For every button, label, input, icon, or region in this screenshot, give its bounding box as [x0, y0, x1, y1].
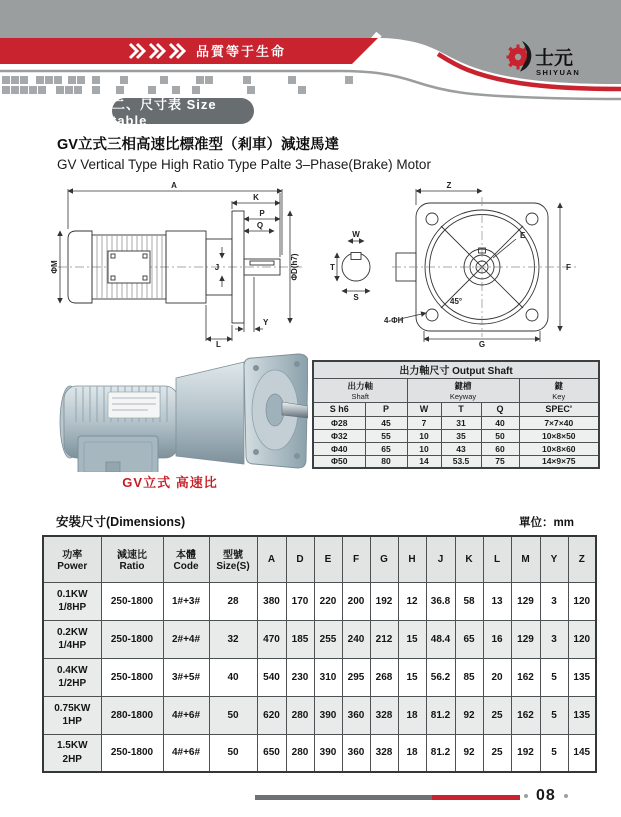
- header-label-en: Code: [173, 561, 199, 573]
- dims-table-header-letter: K: [455, 536, 483, 582]
- power-kw: 0.1KW: [56, 588, 88, 600]
- svg-text:G: G: [478, 340, 486, 349]
- dims-table-cell: 192: [511, 734, 540, 772]
- shaft-table-cell: 31: [441, 416, 481, 429]
- dims-table-cell: 380: [257, 582, 286, 620]
- dims-table-cell: 129: [511, 620, 540, 658]
- dims-table-cell: 56.2: [426, 658, 455, 696]
- shaft-table-row: [313, 455, 599, 468]
- dims-table-cell: 12: [398, 582, 426, 620]
- dims-table-cell: 36.8: [426, 582, 455, 620]
- page-number-value: 08: [536, 787, 556, 804]
- pixel-square: [148, 86, 156, 94]
- dims-table-cell-size: 28: [209, 582, 257, 620]
- pixel-square: [54, 76, 62, 84]
- shaft-table-column-header: S h6: [313, 402, 365, 416]
- drawing-front-view: [330, 181, 576, 349]
- dims-table-cell: 200: [342, 582, 370, 620]
- pixel-square: [192, 86, 200, 94]
- output-shaft-table: [312, 360, 600, 469]
- power-hp: 1/8HP: [58, 602, 87, 613]
- header-banner: [0, 0, 621, 130]
- pixel-square: [11, 86, 19, 94]
- svg-text:ΦM: ΦM: [50, 260, 59, 274]
- dims-table-header-letter: H: [398, 536, 426, 582]
- dims-table-cell: 13: [483, 582, 511, 620]
- shaft-table-row: [313, 442, 599, 455]
- dims-table-row: [43, 696, 596, 734]
- dims-table-cell-code: 4#+6#: [163, 696, 209, 734]
- brand-slogan: 品質等于生命: [196, 44, 287, 59]
- shaft-table-cell: 10: [407, 442, 441, 455]
- dims-table-header-letter: G: [370, 536, 398, 582]
- shaft-table-title: 出力軸尺寸 Output Shaft: [313, 361, 599, 378]
- dims-table-header-letter: Z: [568, 536, 596, 582]
- pixel-square: [2, 86, 10, 94]
- gearbox: [176, 362, 244, 464]
- pixel-square: [288, 76, 296, 84]
- pixel-square: [20, 86, 28, 94]
- svg-text:Z: Z: [446, 181, 452, 190]
- dims-table-cell: 162: [511, 658, 540, 696]
- pixel-square: [298, 86, 306, 94]
- dimensions-label: 安裝尺寸(Dimensions): [56, 515, 186, 529]
- dims-table-cell: 540: [257, 658, 286, 696]
- shaft-table-cell: 65: [365, 442, 407, 455]
- header-label-en: Ratio: [119, 561, 145, 573]
- dims-table-cell-size: 40: [209, 658, 257, 696]
- dims-table-cell: 255: [314, 620, 342, 658]
- group-label-zh: 鍵: [554, 380, 564, 391]
- dims-table-row: [43, 620, 596, 658]
- svg-text:J: J: [214, 263, 220, 272]
- pixel-squares-pattern: [2, 76, 353, 94]
- cable-gland: [106, 462, 120, 472]
- shaft-table-cell: 43: [441, 442, 481, 455]
- shaft-table-cell: Φ32: [313, 429, 365, 442]
- slogan-ribbon: [0, 38, 378, 64]
- dims-table-header-letter: D: [286, 536, 314, 582]
- svg-text:4-ΦH: 4-ΦH: [384, 316, 404, 325]
- dims-table-cell: 310: [314, 658, 342, 696]
- power-hp: 1/2HP: [58, 678, 87, 689]
- dims-table-cell: 192: [370, 582, 398, 620]
- dims-table-cell: 92: [455, 734, 483, 772]
- dims-table-cell: 328: [370, 696, 398, 734]
- shaft-table-cell: 10×8×50: [519, 429, 599, 442]
- technical-drawings: [50, 181, 605, 349]
- page-number-dot-left: [524, 794, 528, 798]
- shaft-table-cell: 14×9×75: [519, 455, 599, 468]
- dims-table-cell-ratio: 250-1800: [101, 658, 163, 696]
- svg-text:T: T: [330, 263, 335, 272]
- dims-table-cell: 92: [455, 696, 483, 734]
- power-hp: 1HP: [62, 716, 82, 727]
- pixel-square: [205, 76, 213, 84]
- shaft-table-cell: 80: [365, 455, 407, 468]
- section-badge: 二、尺寸表 Size table: [112, 98, 254, 124]
- dims-table-row: [43, 658, 596, 696]
- footer-gray-bar: [255, 795, 432, 800]
- pixel-square: [120, 76, 128, 84]
- group-label-en: Key: [552, 391, 566, 401]
- dims-table-cell: 135: [568, 658, 596, 696]
- dims-table-cell: 20: [483, 658, 511, 696]
- dims-table-cell: 120: [568, 620, 596, 658]
- dims-table-cell: 650: [257, 734, 286, 772]
- dims-table-row-label: [43, 620, 101, 658]
- dims-table-cell: 240: [342, 620, 370, 658]
- dims-table-cell: 390: [314, 696, 342, 734]
- svg-text:E: E: [520, 231, 526, 240]
- dims-table-cell: 58: [455, 582, 483, 620]
- shaft-table-cell: 10: [407, 429, 441, 442]
- pixel-square: [77, 76, 85, 84]
- shaft-table-cell: 53.5: [441, 455, 481, 468]
- pixel-square: [2, 76, 10, 84]
- pixel-square: [36, 76, 44, 84]
- shaft-table-cell: 14: [407, 455, 441, 468]
- dims-table-row-label: [43, 582, 101, 620]
- dims-table-cell: 5: [540, 658, 568, 696]
- pixel-square: [68, 76, 76, 84]
- power-hp: 2HP: [62, 753, 82, 765]
- dimensions-table: [42, 535, 597, 773]
- drawing-side-view: [50, 181, 302, 349]
- dims-table-row: [43, 582, 596, 620]
- dims-table-cell: 620: [257, 696, 286, 734]
- header-label-zh: 型號: [223, 550, 243, 562]
- dims-table-cell: 129: [511, 582, 540, 620]
- pixel-square: [20, 76, 28, 84]
- shaft-table-row: [313, 429, 599, 442]
- dims-table-cell-ratio: 250-1800: [101, 620, 163, 658]
- dims-table-cell-code: 2#+4#: [163, 620, 209, 658]
- shaft-table-cell: 50: [481, 429, 519, 442]
- svg-text:45°: 45°: [450, 297, 463, 306]
- dims-table-cell-code: 1#+3#: [163, 582, 209, 620]
- product-caption: GV立式 高速比: [122, 475, 218, 490]
- dims-table-cell: 360: [342, 734, 370, 772]
- power-kw: 0.4KW: [56, 664, 88, 676]
- dims-table-cell: 135: [568, 696, 596, 734]
- pixel-square: [65, 86, 73, 94]
- power-hp: 1/4HP: [58, 640, 87, 651]
- shaft-table-group: [313, 378, 407, 402]
- dims-table-cell: 185: [286, 620, 314, 658]
- dims-table-cell: 3: [540, 620, 568, 658]
- shaft-table-cell: 40: [481, 416, 519, 429]
- dims-table-cell: 220: [314, 582, 342, 620]
- group-label-en: Shaft: [351, 391, 369, 401]
- shaft-table-group: [407, 378, 519, 402]
- dims-table-cell: 15: [398, 620, 426, 658]
- header-label-zh: 功率: [62, 550, 83, 562]
- svg-text:Y: Y: [263, 318, 269, 327]
- logo-text: 士元: [535, 48, 574, 69]
- dims-table-row: [43, 734, 596, 772]
- pixel-square: [11, 76, 19, 84]
- pixel-square: [247, 86, 255, 94]
- product-photo: [56, 352, 308, 472]
- dims-table-header: [163, 536, 209, 582]
- header-label-en: Size(S): [216, 561, 250, 573]
- dims-table-cell: 268: [370, 658, 398, 696]
- dims-table-cell: 360: [342, 696, 370, 734]
- power-kw: 0.2KW: [56, 626, 88, 638]
- dims-table-header: [209, 536, 257, 582]
- header-label-zh: 本體: [176, 550, 196, 562]
- svg-text:W: W: [352, 230, 360, 239]
- dims-table-cell-code: 3#+5#: [163, 658, 209, 696]
- svg-text:L: L: [216, 340, 221, 349]
- dims-table-cell: 5: [540, 734, 568, 772]
- dims-table-header-letter: F: [342, 536, 370, 582]
- dims-table-row-label: [43, 696, 101, 734]
- pixel-square: [92, 76, 100, 84]
- dims-table-cell-ratio: 250-1800: [101, 734, 163, 772]
- dims-table-cell: 230: [286, 658, 314, 696]
- group-label-en: Keyway: [449, 391, 477, 401]
- logo-subtext: SHIYUAN: [536, 68, 581, 77]
- shaft-table-column-header: T: [441, 402, 481, 416]
- pixel-square: [172, 86, 180, 94]
- dims-table-cell: 328: [370, 734, 398, 772]
- dims-table-cell: 390: [314, 734, 342, 772]
- shaft-table-cell: 60: [481, 442, 519, 455]
- dims-table-cell: 470: [257, 620, 286, 658]
- dims-table-header-letter: E: [314, 536, 342, 582]
- dims-table-header: [43, 536, 101, 582]
- dims-table-cell: 25: [483, 696, 511, 734]
- footer-red-bar: [432, 795, 520, 800]
- shaft-table-row: [313, 416, 599, 429]
- shaft-table-column-header: Q: [481, 402, 519, 416]
- pixel-square: [56, 86, 64, 94]
- dims-table-header-letter: L: [483, 536, 511, 582]
- dims-table-cell: 5: [540, 696, 568, 734]
- nameplate-sticker: [108, 392, 160, 418]
- group-label-zh: 出力軸: [347, 380, 373, 391]
- shaft-table-column-header: W: [407, 402, 441, 416]
- svg-text:ΦD(h7): ΦD(h7): [290, 253, 299, 281]
- dims-table-cell-size: 50: [209, 696, 257, 734]
- pixel-square: [345, 76, 353, 84]
- shaft-table-cell: Φ50: [313, 455, 365, 468]
- pixel-square: [116, 86, 124, 94]
- dims-table-cell: 3: [540, 582, 568, 620]
- shaft-table-cell: Φ28: [313, 416, 365, 429]
- page-number: [524, 787, 568, 805]
- pixel-square: [196, 76, 204, 84]
- pixel-square: [45, 76, 53, 84]
- shaft-table-cell: 10×8×60: [519, 442, 599, 455]
- shaft-table-group: [519, 378, 599, 402]
- shaft-table-column-header: SPEC': [519, 402, 599, 416]
- pixel-square: [29, 86, 37, 94]
- pixel-square: [74, 86, 82, 94]
- dims-table-header: [101, 536, 163, 582]
- pixel-square: [243, 76, 251, 84]
- page-title-en: GV Vertical Type High Ratio Type Palte 3–Phase(Brake) Motor: [57, 157, 431, 172]
- dims-table-cell: 170: [286, 582, 314, 620]
- header-label-zh: 減速比: [117, 550, 147, 562]
- pixel-square: [38, 86, 46, 94]
- dims-table-cell: 120: [568, 582, 596, 620]
- dims-table-cell: 48.4: [426, 620, 455, 658]
- dims-table-cell: 81.2: [426, 696, 455, 734]
- dims-table-cell-size: 50: [209, 734, 257, 772]
- dims-table-header-letter: Y: [540, 536, 568, 582]
- pixel-square: [160, 76, 168, 84]
- shaft-table-cell: 7×7×40: [519, 416, 599, 429]
- shaft-table-cell: Φ40: [313, 442, 365, 455]
- dims-table-row-label: [43, 734, 101, 772]
- dims-table-cell: 145: [568, 734, 596, 772]
- dims-table-cell: 295: [342, 658, 370, 696]
- power-kw: 0.75KW: [54, 702, 91, 714]
- dims-table-header-row: [43, 536, 596, 582]
- dims-table-row-label: [43, 658, 101, 696]
- svg-text:S: S: [353, 293, 359, 302]
- shaft-table-cell: 45: [365, 416, 407, 429]
- dims-table-cell: 280: [286, 696, 314, 734]
- dims-table-cell: 18: [398, 696, 426, 734]
- shaft-table-column-header: P: [365, 402, 407, 416]
- power-kw: 1.5KW: [56, 740, 88, 752]
- header-label-en: Power: [57, 561, 88, 573]
- shaft-table-cell: 7: [407, 416, 441, 429]
- dims-table-cell: 212: [370, 620, 398, 658]
- dims-table-header-letter: J: [426, 536, 455, 582]
- dims-table-cell: 15: [398, 658, 426, 696]
- unit-label: 單位：mm: [519, 517, 574, 529]
- svg-text:F: F: [566, 263, 571, 272]
- shaft-table-cell: 75: [481, 455, 519, 468]
- svg-text:K: K: [253, 193, 259, 202]
- page-title-zh: GV立式三相高速比標准型（剎車）減速馬達: [57, 137, 339, 153]
- pixel-square: [92, 86, 100, 94]
- dims-table-cell: 16: [483, 620, 511, 658]
- dims-table-cell-size: 32: [209, 620, 257, 658]
- svg-text:A: A: [171, 181, 177, 190]
- dims-table-cell: 162: [511, 696, 540, 734]
- dims-table-header-letter: A: [257, 536, 286, 582]
- dims-table-cell: 81.2: [426, 734, 455, 772]
- dims-table-cell: 65: [455, 620, 483, 658]
- group-label-zh: 鍵槽: [454, 380, 472, 391]
- dims-table-cell: 280: [286, 734, 314, 772]
- dims-table-cell-ratio: 250-1800: [101, 582, 163, 620]
- svg-text:Q: Q: [256, 221, 264, 230]
- shaft-table-cell: 35: [441, 429, 481, 442]
- dims-table-cell: 85: [455, 658, 483, 696]
- dims-table-header-letter: M: [511, 536, 540, 582]
- dims-table-cell: 25: [483, 734, 511, 772]
- svg-text:P: P: [259, 209, 265, 218]
- shaft-table-cell: 55: [365, 429, 407, 442]
- page-number-dot-right: [564, 794, 568, 798]
- dims-table-cell-code: 4#+6#: [163, 734, 209, 772]
- dims-table-cell: 18: [398, 734, 426, 772]
- dims-table-cell-ratio: 280-1800: [101, 696, 163, 734]
